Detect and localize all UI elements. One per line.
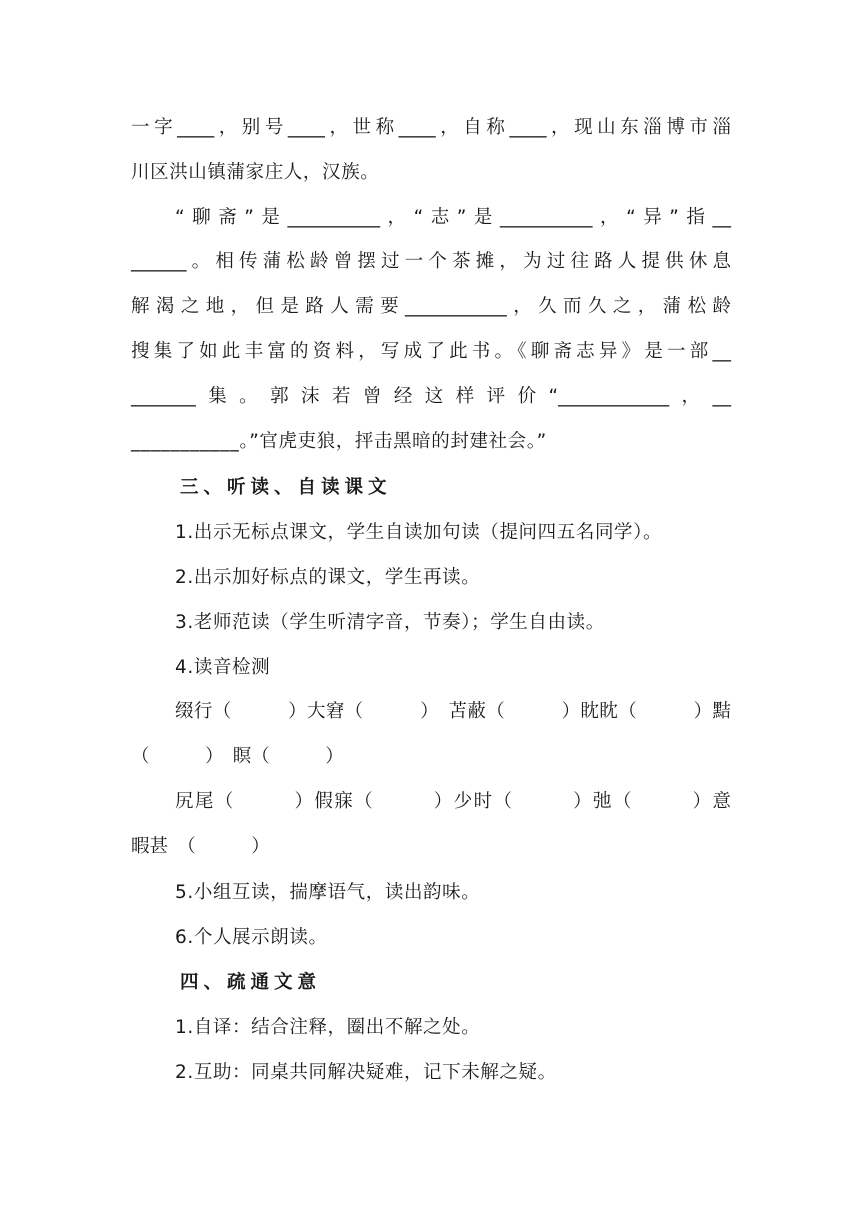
pronunciation-row-1: 缀行（ ）大窘（ ） 苫蔽（ ）眈眈（ ）黠 xyxy=(175,701,731,722)
title-explain-line-6: ___________。”官虎吏狼，抨击黑暗的封建社会。” xyxy=(131,431,547,452)
section-4-step-2: 2.互助：同桌共同解决疑难，记下未解之疑。 xyxy=(175,1062,557,1083)
section-4-heading: 四、疏通文意 xyxy=(180,972,322,993)
title-explain-line-2: ______。相传蒲松龄曾摆过一个茶摊，为过往路人提供休息 xyxy=(131,251,731,272)
section-3-step-5: 5.小组互读，揣摩语气，读出韵味。 xyxy=(175,882,481,903)
intro-line-1: 一字____，别号____，世称____，自称____，现山东淄博市淄 xyxy=(131,117,731,138)
title-explain-line-1: “聊斋”是__________，“志”是__________，“异”指__ xyxy=(175,207,731,228)
pronunciation-row-2: （ ） 瞑（ ） xyxy=(131,746,344,767)
section-4-step-1: 1.自译：结合注释，圈出不解之处。 xyxy=(175,1017,481,1038)
section-3-step-6: 6.个人展示朗读。 xyxy=(175,927,328,948)
section-3-step-1: 1.出示无标点课文，学生自读加句读（提问四五名同学）。 xyxy=(175,522,663,543)
section-3-heading: 三、听读、自读课文 xyxy=(180,477,392,498)
pronunciation-row-4: 暇甚 （ ） xyxy=(131,836,270,857)
pronunciation-row-3: 尻尾（ ）假寐（ ）少时（ ）弛（ ）意 xyxy=(175,791,731,812)
intro-line-2: 川区洪山镇蒲家庄人，汉族。 xyxy=(131,162,380,183)
section-3-step-3: 3.老师范读（学生听清字音，节奏）；学生自由读。 xyxy=(175,612,605,633)
section-3-step-2: 2.出示加好标点的课文，学生再读。 xyxy=(175,567,481,588)
title-explain-line-4: 搜集了如此丰富的资料，写成了此书。《聊斋志异》是一部__ xyxy=(131,341,731,362)
title-explain-line-5: _______集。郭沫若曾经这样评价“____________，__ xyxy=(131,386,731,407)
section-3-step-4: 4.读音检测 xyxy=(175,657,271,678)
title-explain-line-3: 解渴之地，但是路人需要___________，久而久之，蒲松龄 xyxy=(131,296,731,317)
